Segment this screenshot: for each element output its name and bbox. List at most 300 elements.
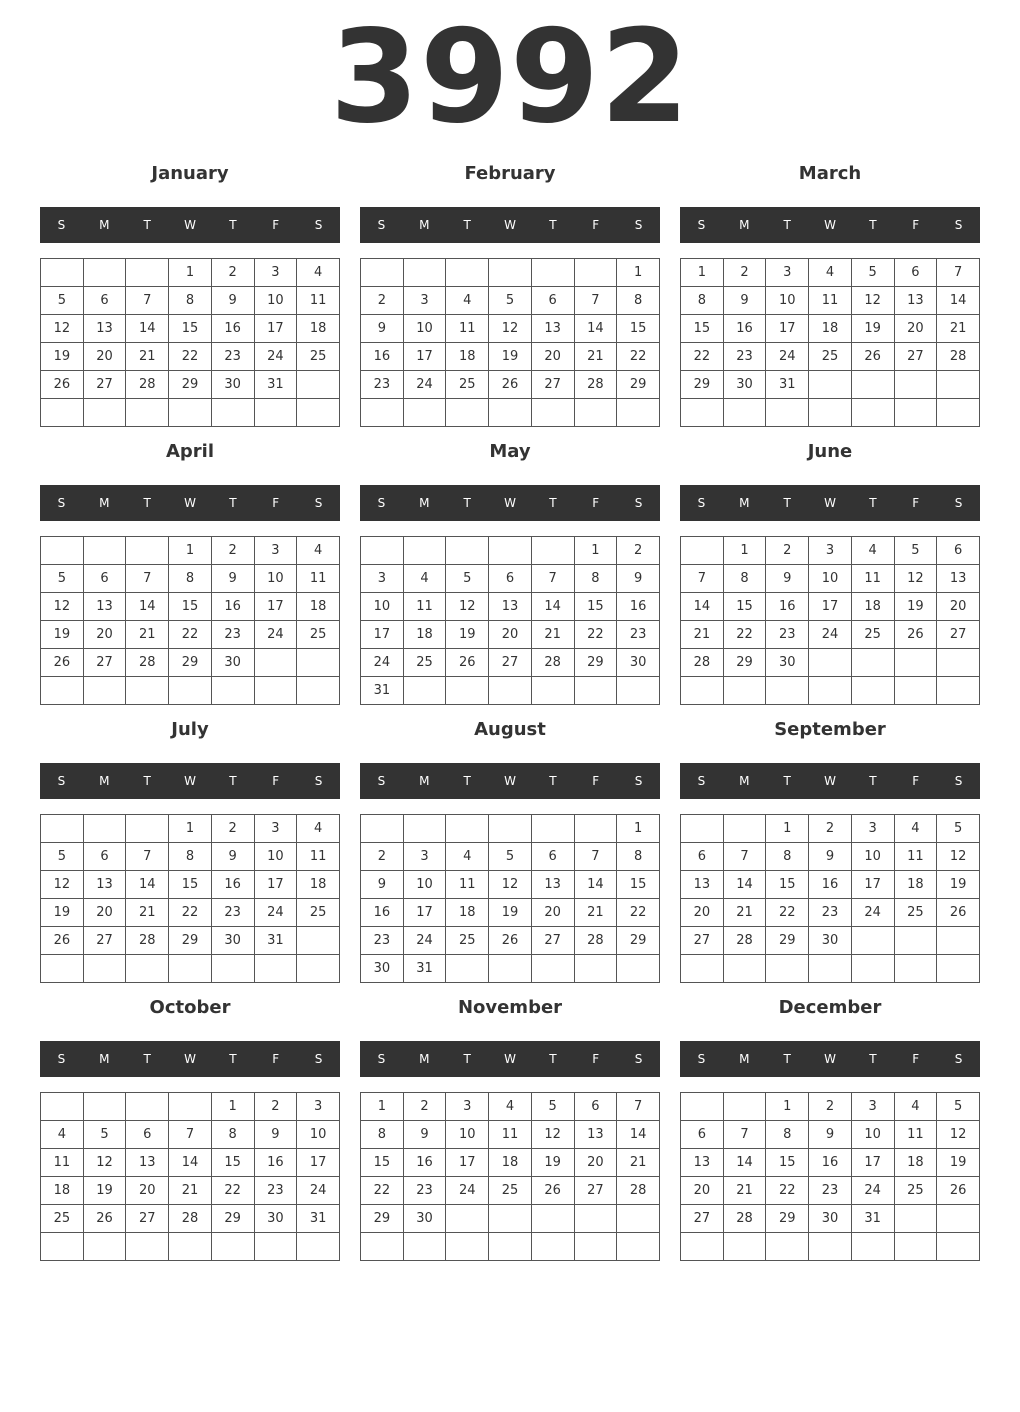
day-cell: 19 [41, 621, 84, 649]
day-cell [489, 677, 532, 705]
day-cell: 18 [894, 1149, 937, 1177]
day-cell: 8 [169, 843, 212, 871]
day-cell [446, 1205, 489, 1233]
day-cell: 7 [574, 843, 617, 871]
day-cell: 6 [489, 565, 532, 593]
day-cell: 19 [531, 1149, 574, 1177]
day-cell: 12 [41, 315, 84, 343]
day-cell: 19 [41, 343, 84, 371]
week-row [41, 593, 340, 621]
day-cell: 13 [531, 315, 574, 343]
week-row [361, 259, 660, 287]
day-cell: 25 [297, 343, 340, 371]
day-cell: 19 [489, 343, 532, 371]
day-cell: 5 [83, 1121, 126, 1149]
day-cell: 11 [446, 315, 489, 343]
day-cell: 7 [169, 1121, 212, 1149]
day-cell: 15 [211, 1149, 254, 1177]
day-cell: 30 [254, 1205, 297, 1233]
day-cell [169, 677, 212, 705]
weekday-label: W [504, 1052, 516, 1066]
day-cell [446, 1233, 489, 1261]
week-row [41, 843, 340, 871]
week-row [681, 649, 980, 677]
day-cell: 5 [41, 565, 84, 593]
day-cell: 17 [254, 315, 297, 343]
month-july [40, 712, 340, 982]
day-cell [83, 259, 126, 287]
weekday-label: W [824, 218, 836, 232]
day-cell: 9 [403, 1121, 446, 1149]
day-cell: 27 [681, 1205, 724, 1233]
day-cell: 24 [297, 1177, 340, 1205]
day-cell: 15 [361, 1149, 404, 1177]
day-cell [126, 1233, 169, 1261]
week-row [361, 565, 660, 593]
weekday-label: F [912, 496, 920, 510]
day-cell: 13 [894, 287, 937, 315]
day-cell: 8 [766, 1121, 809, 1149]
day-cell: 19 [894, 593, 937, 621]
day-cell [403, 815, 446, 843]
day-cell: 24 [851, 1177, 894, 1205]
day-cell: 6 [681, 843, 724, 871]
day-cell [254, 955, 297, 983]
day-cell: 16 [809, 871, 852, 899]
day-cell: 29 [211, 1205, 254, 1233]
weekday-label: T [869, 496, 877, 510]
day-cell [894, 927, 937, 955]
day-cell: 27 [681, 927, 724, 955]
month-august [360, 712, 660, 982]
week-row [41, 315, 340, 343]
week-row [41, 565, 340, 593]
day-cell: 25 [297, 621, 340, 649]
day-cell: 14 [681, 593, 724, 621]
day-cell: 26 [937, 899, 980, 927]
day-cell: 29 [361, 1205, 404, 1233]
day-cell: 31 [254, 371, 297, 399]
weekday-label: T [869, 1052, 877, 1066]
day-cell: 4 [894, 1093, 937, 1121]
day-cell [574, 815, 617, 843]
day-cell: 30 [403, 1205, 446, 1233]
weekday-header [40, 485, 340, 521]
day-cell [723, 815, 766, 843]
weekday-label: S [634, 218, 643, 232]
day-cell [574, 677, 617, 705]
weekday-label: T [549, 218, 557, 232]
week-row [681, 899, 980, 927]
weekday-label: M [739, 496, 750, 510]
week-row [41, 259, 340, 287]
month-december [680, 990, 980, 1260]
week-row [361, 1205, 660, 1233]
weekday-label: S [314, 496, 323, 510]
weekday-label: T [549, 1052, 557, 1066]
day-cell: 12 [937, 843, 980, 871]
day-cell: 18 [297, 871, 340, 899]
day-cell [766, 677, 809, 705]
weekday-label: T [229, 1052, 237, 1066]
day-cell [723, 1093, 766, 1121]
day-cell: 13 [489, 593, 532, 621]
weekday-label: S [377, 1052, 386, 1066]
day-cell: 10 [851, 1121, 894, 1149]
day-cell: 16 [254, 1149, 297, 1177]
weekday-header [360, 1041, 660, 1077]
weekday-header [680, 207, 980, 243]
day-cell: 19 [83, 1177, 126, 1205]
day-cell: 27 [574, 1177, 617, 1205]
month-name: April [165, 441, 215, 462]
day-cell: 2 [211, 259, 254, 287]
day-cell: 9 [211, 843, 254, 871]
day-cell: 27 [126, 1205, 169, 1233]
day-cell: 31 [851, 1205, 894, 1233]
week-row [681, 1121, 980, 1149]
day-cell: 23 [211, 621, 254, 649]
day-cell: 14 [937, 287, 980, 315]
day-cell: 9 [723, 287, 766, 315]
day-cell: 19 [937, 1149, 980, 1177]
day-cell [126, 677, 169, 705]
day-cell: 8 [723, 565, 766, 593]
day-cell: 1 [169, 815, 212, 843]
weekday-label: M [419, 1052, 430, 1066]
day-grid [680, 536, 980, 705]
day-cell: 25 [41, 1205, 84, 1233]
day-cell: 19 [937, 871, 980, 899]
day-cell [723, 677, 766, 705]
day-cell: 8 [617, 843, 660, 871]
day-cell [937, 955, 980, 983]
day-cell [489, 1205, 532, 1233]
day-cell: 7 [126, 287, 169, 315]
day-cell: 16 [766, 593, 809, 621]
week-row [681, 371, 980, 399]
day-cell: 1 [681, 259, 724, 287]
weekday-label: S [57, 496, 66, 510]
day-cell: 1 [766, 1093, 809, 1121]
day-cell: 6 [83, 565, 126, 593]
weekday-label: T [869, 774, 877, 788]
weekday-label: S [57, 1052, 66, 1066]
day-cell: 24 [809, 621, 852, 649]
day-cell: 17 [809, 593, 852, 621]
day-cell: 16 [723, 315, 766, 343]
day-cell: 30 [809, 927, 852, 955]
day-cell [894, 955, 937, 983]
weekday-label: T [143, 774, 151, 788]
day-cell: 7 [531, 565, 574, 593]
day-cell: 11 [894, 843, 937, 871]
day-cell: 26 [851, 343, 894, 371]
day-cell: 16 [361, 899, 404, 927]
day-cell: 14 [169, 1149, 212, 1177]
day-cell: 20 [574, 1149, 617, 1177]
day-cell: 21 [574, 899, 617, 927]
day-cell: 14 [126, 871, 169, 899]
day-cell: 5 [937, 1093, 980, 1121]
day-cell: 28 [937, 343, 980, 371]
day-cell: 7 [126, 565, 169, 593]
day-cell: 9 [809, 843, 852, 871]
day-cell: 5 [446, 565, 489, 593]
weekday-label: M [419, 774, 430, 788]
day-cell: 30 [766, 649, 809, 677]
day-cell: 21 [937, 315, 980, 343]
day-cell [83, 815, 126, 843]
weekday-label: T [463, 774, 471, 788]
day-cell: 4 [297, 815, 340, 843]
week-row [361, 815, 660, 843]
day-cell [126, 815, 169, 843]
day-cell: 22 [617, 343, 660, 371]
weekday-header [360, 763, 660, 799]
day-cell: 4 [297, 259, 340, 287]
day-cell: 7 [574, 287, 617, 315]
weekday-label: W [184, 774, 196, 788]
day-cell: 17 [851, 871, 894, 899]
month-november [360, 990, 660, 1260]
day-cell: 18 [894, 871, 937, 899]
day-cell: 9 [361, 871, 404, 899]
day-cell: 4 [489, 1093, 532, 1121]
day-cell: 16 [361, 343, 404, 371]
day-cell: 9 [361, 315, 404, 343]
day-cell: 13 [681, 871, 724, 899]
day-cell: 22 [211, 1177, 254, 1205]
week-row [681, 815, 980, 843]
day-cell: 13 [937, 565, 980, 593]
day-cell: 30 [211, 927, 254, 955]
day-cell: 5 [41, 287, 84, 315]
day-cell: 15 [169, 871, 212, 899]
week-row [361, 1121, 660, 1149]
day-cell [531, 955, 574, 983]
day-cell: 25 [894, 899, 937, 927]
day-cell [41, 537, 84, 565]
day-cell: 16 [809, 1149, 852, 1177]
day-cell: 23 [809, 1177, 852, 1205]
day-cell: 28 [169, 1205, 212, 1233]
week-row [41, 649, 340, 677]
day-cell: 11 [446, 871, 489, 899]
day-cell: 12 [851, 287, 894, 315]
week-row [41, 1121, 340, 1149]
week-row [361, 315, 660, 343]
day-cell [126, 399, 169, 427]
weekday-header [680, 763, 980, 799]
weekday-label: M [739, 1052, 750, 1066]
weekday-label: W [824, 496, 836, 510]
day-cell: 10 [254, 843, 297, 871]
day-cell: 14 [574, 871, 617, 899]
weekday-label: S [634, 496, 643, 510]
day-cell [937, 1233, 980, 1261]
day-cell [254, 649, 297, 677]
day-cell [361, 815, 404, 843]
day-cell [617, 955, 660, 983]
week-row [361, 1093, 660, 1121]
week-row [361, 1177, 660, 1205]
week-row [681, 315, 980, 343]
weekday-label: S [377, 496, 386, 510]
day-cell: 10 [851, 843, 894, 871]
day-cell [126, 537, 169, 565]
week-row [41, 1093, 340, 1121]
day-cell: 3 [446, 1093, 489, 1121]
day-cell [617, 399, 660, 427]
day-cell: 11 [297, 565, 340, 593]
day-cell: 17 [254, 871, 297, 899]
weekday-label: F [272, 218, 280, 232]
day-cell: 2 [809, 815, 852, 843]
day-cell [41, 677, 84, 705]
day-cell [83, 677, 126, 705]
day-cell: 16 [617, 593, 660, 621]
weekday-label: S [57, 774, 66, 788]
day-cell: 23 [403, 1177, 446, 1205]
day-grid [360, 258, 660, 427]
week-row [41, 1205, 340, 1233]
month-name: December [778, 997, 882, 1018]
day-cell: 2 [254, 1093, 297, 1121]
day-cell: 28 [126, 649, 169, 677]
day-cell: 24 [446, 1177, 489, 1205]
day-cell [809, 649, 852, 677]
day-grid [40, 1092, 340, 1261]
day-cell: 5 [489, 843, 532, 871]
day-cell [937, 649, 980, 677]
day-cell: 15 [617, 871, 660, 899]
day-cell: 24 [254, 343, 297, 371]
day-cell: 18 [403, 621, 446, 649]
day-cell [489, 259, 532, 287]
day-cell: 7 [681, 565, 724, 593]
weekday-label: S [634, 1052, 643, 1066]
day-cell: 15 [169, 593, 212, 621]
day-cell [297, 677, 340, 705]
day-cell [937, 927, 980, 955]
day-cell [894, 1233, 937, 1261]
day-cell: 20 [531, 343, 574, 371]
day-cell [361, 537, 404, 565]
day-cell: 15 [766, 1149, 809, 1177]
day-cell [169, 955, 212, 983]
day-cell: 28 [723, 1205, 766, 1233]
day-grid [360, 1092, 660, 1261]
day-cell: 15 [723, 593, 766, 621]
day-cell: 11 [489, 1121, 532, 1149]
week-row [41, 815, 340, 843]
day-cell: 17 [446, 1149, 489, 1177]
month-name: March [798, 163, 862, 184]
weekday-label: M [419, 496, 430, 510]
weekday-label: T [783, 774, 791, 788]
day-cell [574, 399, 617, 427]
week-row [361, 677, 660, 705]
weekday-header [360, 207, 660, 243]
day-cell: 15 [617, 315, 660, 343]
month-january [40, 156, 340, 426]
month-name: February [464, 163, 556, 184]
weekday-label: T [229, 774, 237, 788]
day-cell [681, 815, 724, 843]
day-cell: 30 [211, 649, 254, 677]
day-cell: 23 [254, 1177, 297, 1205]
day-cell: 11 [851, 565, 894, 593]
day-cell: 12 [894, 565, 937, 593]
day-cell: 20 [531, 899, 574, 927]
day-cell: 27 [937, 621, 980, 649]
weekday-label: F [272, 774, 280, 788]
day-grid [680, 814, 980, 983]
day-cell: 13 [83, 871, 126, 899]
day-cell: 6 [83, 843, 126, 871]
day-cell: 18 [41, 1177, 84, 1205]
day-cell: 14 [574, 315, 617, 343]
day-cell: 12 [489, 871, 532, 899]
day-cell: 11 [403, 593, 446, 621]
week-row [41, 287, 340, 315]
weekday-label: S [377, 218, 386, 232]
day-cell: 25 [403, 649, 446, 677]
day-cell: 2 [617, 537, 660, 565]
weekday-label: T [229, 496, 237, 510]
day-grid [360, 814, 660, 983]
day-cell: 13 [681, 1149, 724, 1177]
day-cell: 27 [894, 343, 937, 371]
day-cell [894, 399, 937, 427]
weekday-label: M [99, 496, 110, 510]
day-cell: 9 [211, 287, 254, 315]
day-cell: 2 [766, 537, 809, 565]
day-cell [254, 677, 297, 705]
day-cell: 9 [617, 565, 660, 593]
month-february [360, 156, 660, 426]
day-cell [809, 1233, 852, 1261]
weekday-label: S [377, 774, 386, 788]
day-cell [211, 399, 254, 427]
day-cell [851, 1233, 894, 1261]
day-cell [126, 259, 169, 287]
day-cell [681, 399, 724, 427]
weekday-header [680, 1041, 980, 1077]
week-row [361, 343, 660, 371]
day-cell: 8 [361, 1121, 404, 1149]
day-cell: 3 [851, 1093, 894, 1121]
day-cell: 23 [766, 621, 809, 649]
day-cell: 11 [809, 287, 852, 315]
day-cell: 14 [126, 315, 169, 343]
week-row [681, 955, 980, 983]
day-cell: 6 [681, 1121, 724, 1149]
day-cell: 28 [531, 649, 574, 677]
day-cell: 7 [126, 843, 169, 871]
day-cell [574, 259, 617, 287]
weekday-label: F [912, 218, 920, 232]
day-cell: 29 [681, 371, 724, 399]
day-cell: 10 [403, 871, 446, 899]
day-cell: 28 [574, 371, 617, 399]
week-row [41, 343, 340, 371]
day-cell: 14 [723, 871, 766, 899]
day-cell: 26 [531, 1177, 574, 1205]
day-cell: 21 [617, 1149, 660, 1177]
weekday-label: T [549, 774, 557, 788]
